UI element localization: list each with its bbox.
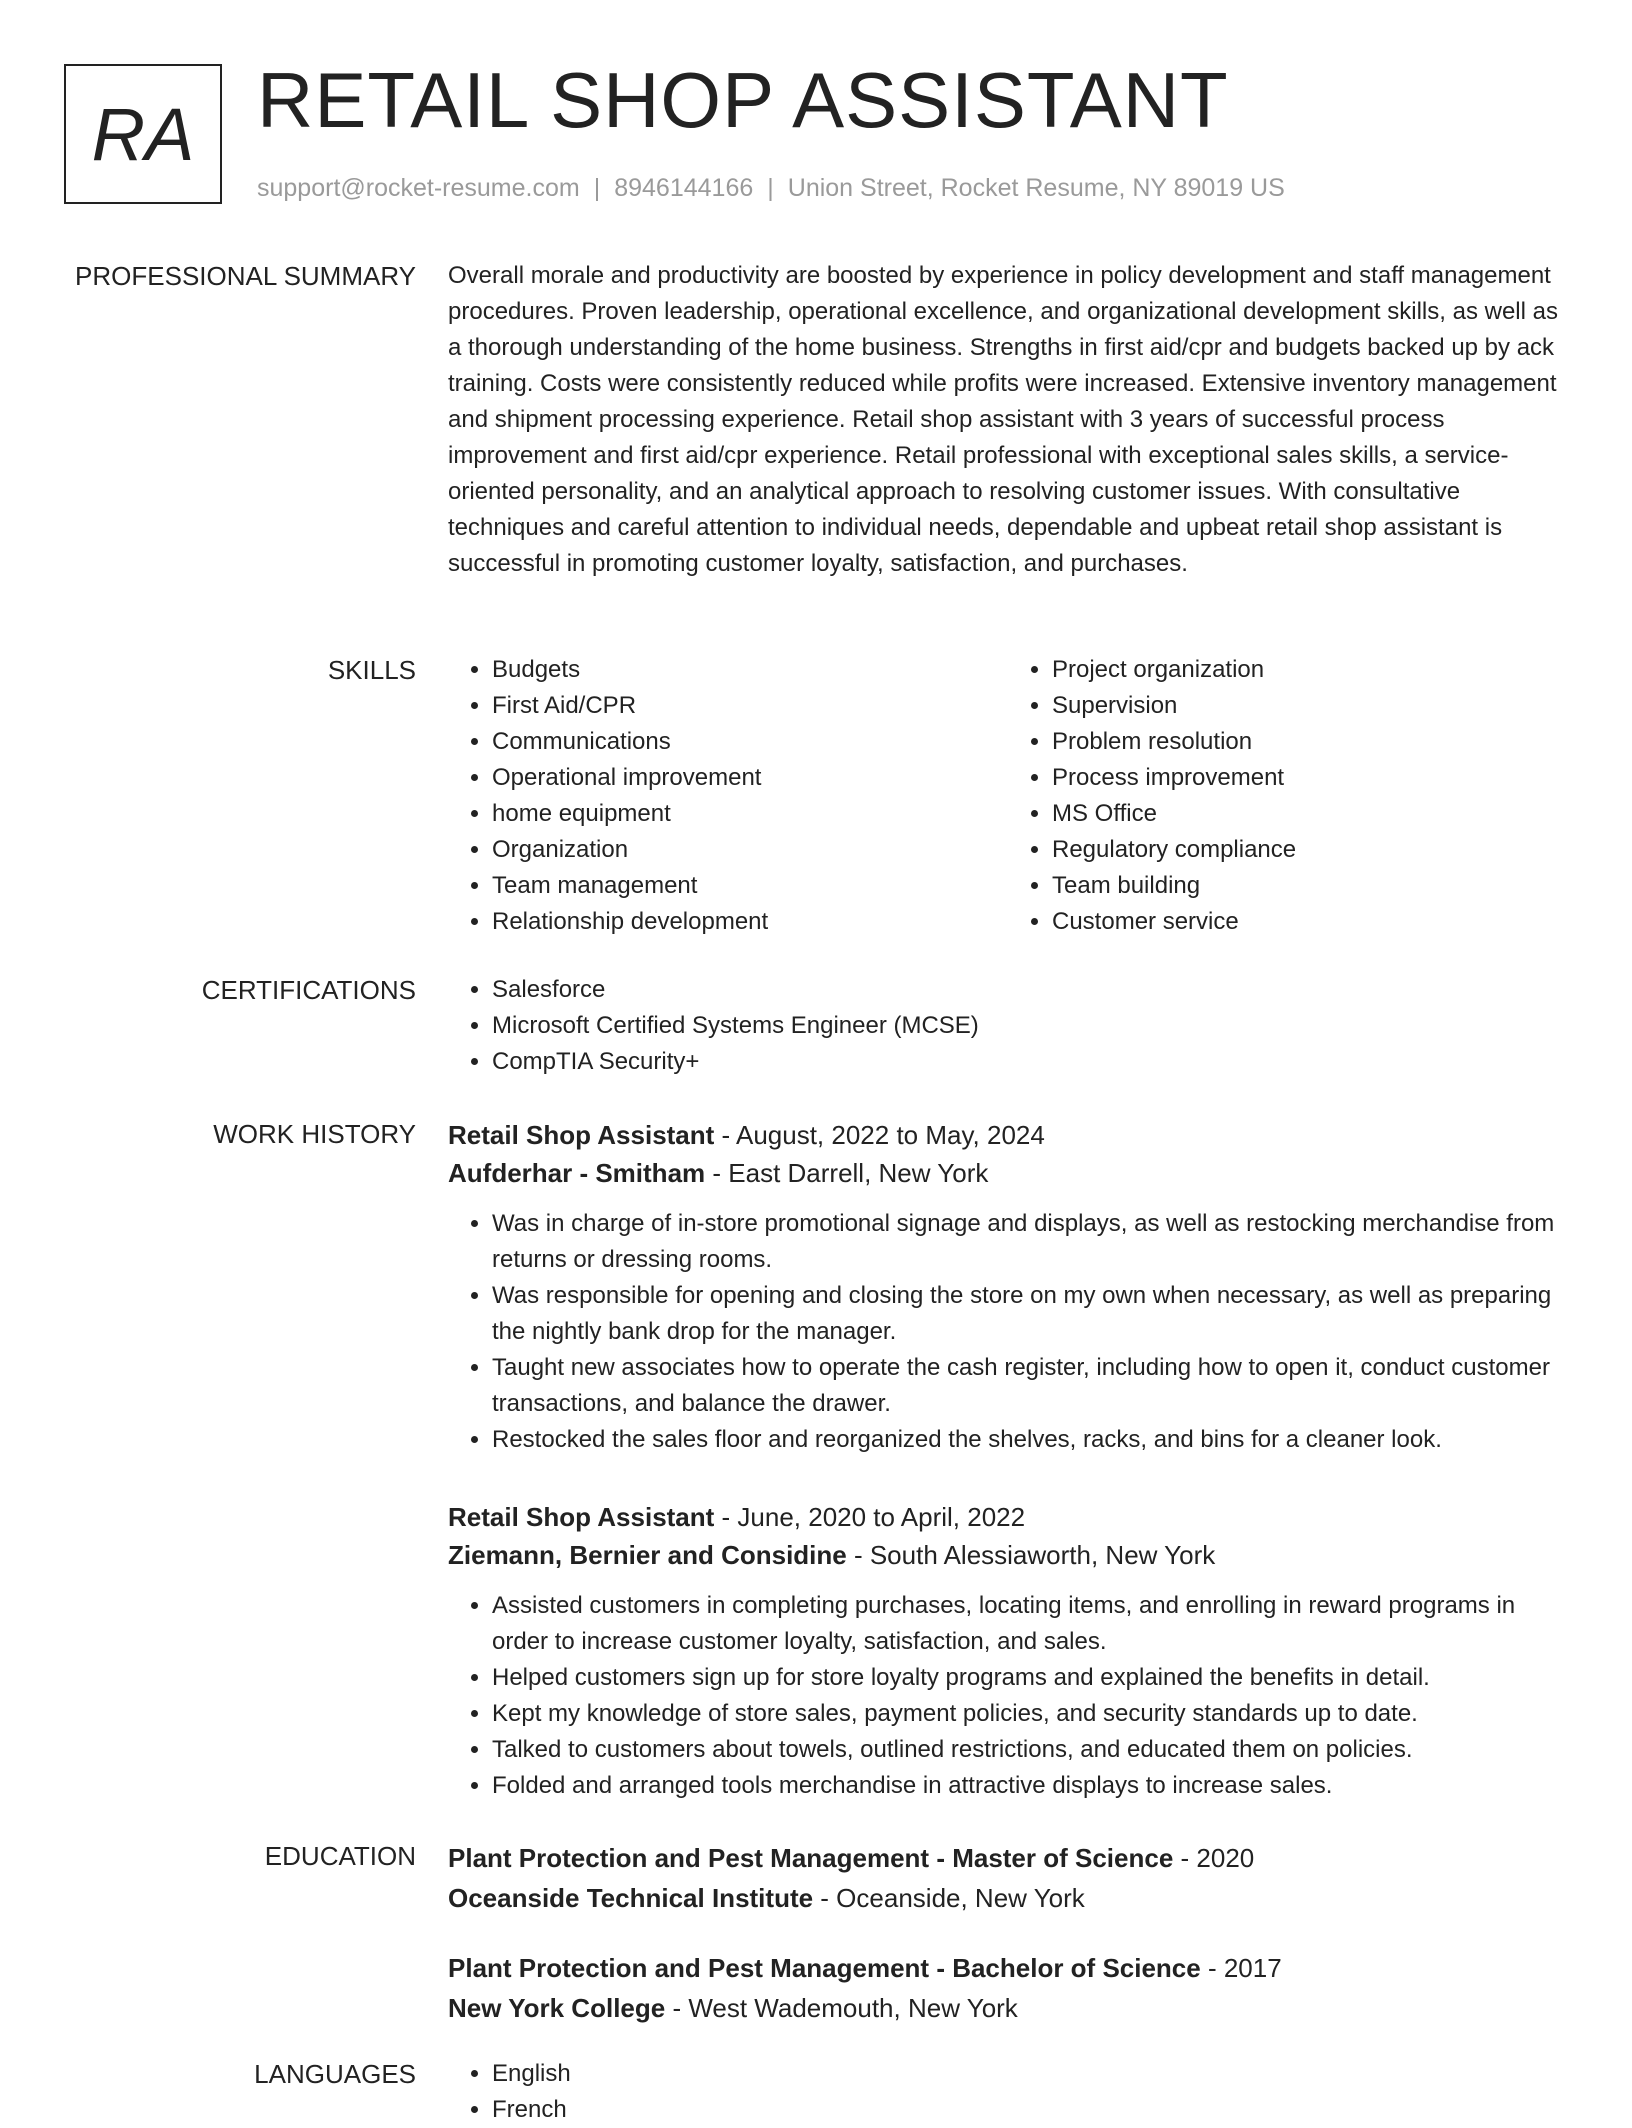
- skill-item: • Regulatory compliance: [1052, 832, 1568, 868]
- job-bullet: • Was responsible for opening and closing the store on my own when necessary, as well as preparing the nightly bank drop for the manager.: [492, 1278, 1568, 1350]
- job-title-line: [448, 1116, 1568, 1154]
- languages-list: [448, 2056, 1568, 2128]
- section-label-summary: PROFESSIONAL SUMMARY: [75, 261, 416, 291]
- education-school: New York College: [448, 1993, 666, 2023]
- education-year: - 2017: [1200, 1953, 1282, 1983]
- languages-content: [448, 2056, 1568, 2128]
- job-dates: - June, 2020 to April, 2022: [714, 1502, 1026, 1532]
- job-title: Retail Shop Assistant: [448, 1502, 715, 1532]
- education-location: - Oceanside, New York: [813, 1883, 1085, 1913]
- job-company: Aufderhar - Smitham: [448, 1158, 706, 1188]
- section-label-work-history: WORK HISTORY: [213, 1119, 416, 1149]
- language-item: • English: [492, 2056, 1568, 2092]
- job-company: Ziemann, Bernier and Considine: [448, 1540, 847, 1570]
- contact-line: [257, 174, 1285, 203]
- skill-item: • Project organization: [1052, 652, 1568, 688]
- skill-item: • Organization: [492, 832, 1008, 868]
- language-item: • French: [492, 2092, 1568, 2128]
- job-entry: [448, 1498, 1568, 1804]
- skill-item: • Problem resolution: [1052, 724, 1568, 760]
- certifications-list: [448, 972, 1568, 1080]
- job-spacer: [448, 1458, 1568, 1498]
- certification-item: • CompTIA Security+: [492, 1044, 1568, 1080]
- job-bullet: • Helped customers sign up for store loyalty programs and explained the benefits in detail.: [492, 1660, 1568, 1696]
- skill-item: • Relationship development: [492, 904, 1008, 940]
- contact-email: support@rocket-resume.com: [257, 174, 580, 202]
- skill-item: • Customer service: [1052, 904, 1568, 940]
- contact-address: Union Street, Rocket Resume, NY 89019 US: [787, 174, 1285, 202]
- contact-separator: |: [767, 174, 774, 202]
- skill-item: • Team building: [1052, 868, 1568, 904]
- summary-text: Overall morale and productivity are boosted by experience in policy development and staff management procedures. Proven leadership, operational excellence, and organizational development skills, as well as a thorough understanding of the home business. Strengths in first aid/cpr and budgets backed up by ack training. Costs were consistently reduced while profits were increased. Extensive inventory management and shipment processing experience. Retail shop assistant with 3 years of successful process improvement and first aid/cpr experience. Retail professional with exceptional sales skills, a service-oriented personality, and an analytical approach to resolving customer issues. With consultative techniques and careful attention to individual needs, dependable and upbeat retail shop assistant is successful in promoting customer loyalty, satisfaction, and purchases.: [448, 262, 1558, 577]
- section-label-languages: LANGUAGES: [254, 2059, 416, 2089]
- job-company-line: [448, 1154, 1568, 1192]
- job-bullet: • Kept my knowledge of store sales, payment policies, and security standards up to date.: [492, 1696, 1568, 1732]
- education-year: - 2020: [1173, 1843, 1255, 1873]
- job-bullet: • Assisted customers in completing purchases, locating items, and enrolling in reward programs in order to increase customer loyalty, satisfaction, and sales.: [492, 1588, 1568, 1660]
- education-school-line: [448, 1878, 1568, 1918]
- skill-item: • MS Office: [1052, 796, 1568, 832]
- skill-item: • Supervision: [1052, 688, 1568, 724]
- contact-phone: 8946144166: [614, 174, 754, 202]
- skill-item: • First Aid/CPR: [492, 688, 1008, 724]
- education-degree: Plant Protection and Pest Management - Master of Science: [448, 1843, 1174, 1873]
- monogram-box: RA: [64, 64, 222, 204]
- skill-item: • home equipment: [492, 796, 1008, 832]
- job-company-line: [448, 1536, 1568, 1574]
- job-title-line: [448, 1498, 1568, 1536]
- skill-item: • Team management: [492, 868, 1008, 904]
- skill-item: • Budgets: [492, 652, 1008, 688]
- summary-content: [448, 258, 1568, 582]
- education-degree-line: [448, 1838, 1568, 1878]
- job-location: - East Darrell, New York: [705, 1158, 989, 1188]
- education-degree: Plant Protection and Pest Management - Bachelor of Science: [448, 1953, 1201, 1983]
- job-bullet: • Restocked the sales floor and reorganized the shelves, racks, and bins for a cleaner look.: [492, 1422, 1568, 1458]
- education-school-line: [448, 1988, 1568, 2028]
- job-location: - South Alessiaworth, New York: [846, 1540, 1216, 1570]
- job-bullet: • Talked to customers about towels, outlined restrictions, and educated them on policies.: [492, 1732, 1568, 1768]
- certification-item: • Salesforce: [492, 972, 1568, 1008]
- job-entry: [448, 1116, 1568, 1458]
- job-bullets: [448, 1206, 1568, 1458]
- skills-list-left: [448, 652, 1008, 940]
- contact-separator: |: [593, 174, 601, 202]
- resume-title: RETAIL SHOP ASSISTANT: [257, 56, 1229, 144]
- education-content: [448, 1838, 1568, 2028]
- section-label-education: EDUCATION: [264, 1841, 416, 1871]
- resume-header: [64, 56, 1564, 214]
- skills-grid: [448, 652, 1568, 940]
- education-location: - West Wademouth, New York: [665, 1993, 1018, 2023]
- certification-item: • Microsoft Certified Systems Engineer (MCSE): [492, 1008, 1568, 1044]
- skills-list-right: [1008, 652, 1568, 940]
- skill-item: • Communications: [492, 724, 1008, 760]
- skill-item: • Process improvement: [1052, 760, 1568, 796]
- education-degree-line: [448, 1948, 1568, 1988]
- job-dates: - August, 2022 to May, 2024: [714, 1120, 1045, 1150]
- job-bullets: [448, 1588, 1568, 1804]
- section-label-certifications: CERTIFICATIONS: [201, 975, 416, 1005]
- work-history-content: [448, 1116, 1568, 1804]
- job-title: Retail Shop Assistant: [448, 1120, 715, 1150]
- education-spacer: [448, 1918, 1568, 1948]
- section-label-skills: SKILLS: [327, 655, 416, 685]
- skill-item: • Operational improvement: [492, 760, 1008, 796]
- certifications-content: [448, 972, 1568, 1080]
- job-bullet: • Taught new associates how to operate the cash register, including how to open it, conduct customer transactions, and balance the drawer.: [492, 1350, 1568, 1422]
- job-bullet: • Was in charge of in-store promotional signage and displays, as well as restocking merchandise from returns or dressing rooms.: [492, 1206, 1568, 1278]
- education-school: Oceanside Technical Institute: [448, 1883, 814, 1913]
- job-bullet: • Folded and arranged tools merchandise in attractive displays to increase sales.: [492, 1768, 1568, 1804]
